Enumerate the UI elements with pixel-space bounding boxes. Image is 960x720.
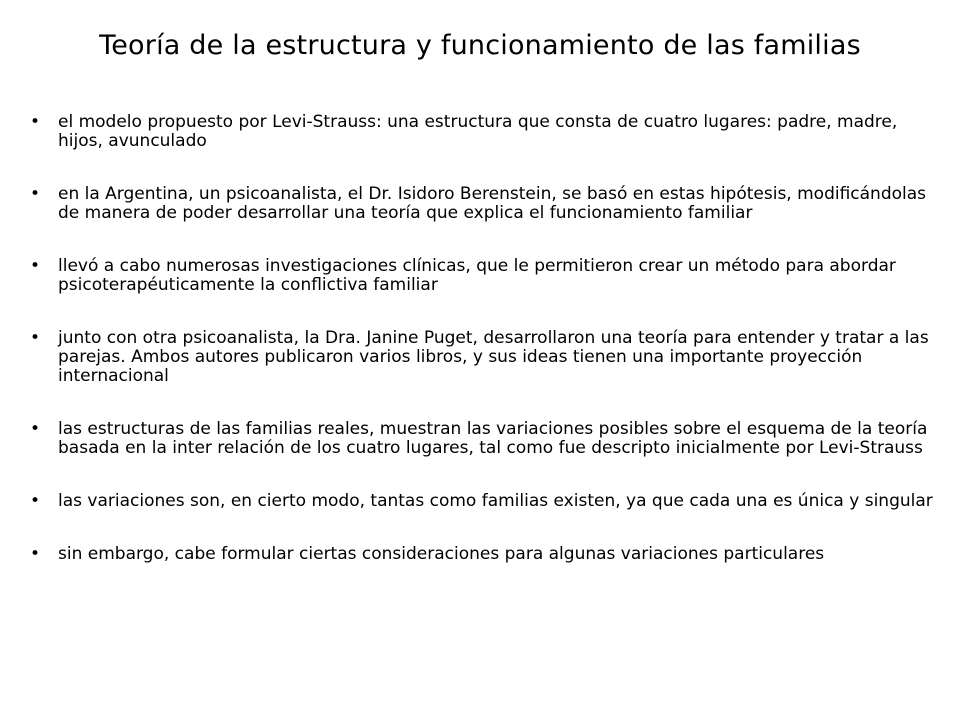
bullet-item <box>26 113 946 151</box>
bullet-list <box>26 113 946 598</box>
bullet-text: sin embargo, cabe formular ciertas consideraciones para algunas variaciones particulares <box>58 544 825 564</box>
bullet-dot-icon: • <box>30 112 41 132</box>
bullet-text: llevó a cabo numerosas investigaciones clínicas, que le permitieron crear un método para abordar psicoterapéuticamente la conflictiva familiar <box>58 256 896 295</box>
bullet-dot-icon: • <box>30 328 41 348</box>
bullet-item <box>26 257 946 295</box>
bullet-text: las variaciones son, en cierto modo, tantas como familias existen, ya que cada una es única y singular <box>58 491 933 511</box>
bullet-item <box>26 329 946 386</box>
bullet-item <box>26 185 946 223</box>
bullet-dot-icon: • <box>30 491 41 511</box>
bullet-text: el modelo propuesto por Levi-Strauss: una estructura que consta de cuatro lugares: padre, madre, hijos, avunculado <box>58 112 898 151</box>
bullet-dot-icon: • <box>30 419 41 439</box>
bullet-dot-icon: • <box>30 184 41 204</box>
bullet-item <box>26 420 946 458</box>
bullet-dot-icon: • <box>30 256 41 276</box>
slide-title: Teoría de la estructura y funcionamiento de las familias <box>99 30 861 61</box>
bullet-text: en la Argentina, un psicoanalista, el Dr. Isidoro Berenstein, se basó en estas hipótesis, modificándolas de manera de poder desarrollar una teoría que explica el funcionamiento familiar <box>58 184 927 223</box>
bullet-text: las estructuras de las familias reales, muestran las variaciones posibles sobre el esquema de la teoría basada en la inter relación de los cuatro lugares, tal como fue descripto inicialmente por Levi-Strauss <box>58 419 928 458</box>
bullet-text: junto con otra psicoanalista, la Dra. Janine Puget, desarrollaron una teoría para entender y tratar a las parejas. Ambos autores publicaron varios libros, y sus ideas tienen una importante proyección internacional <box>58 328 929 386</box>
bullet-item <box>26 545 946 564</box>
bullet-dot-icon: • <box>30 544 41 564</box>
bullet-item <box>26 492 946 511</box>
